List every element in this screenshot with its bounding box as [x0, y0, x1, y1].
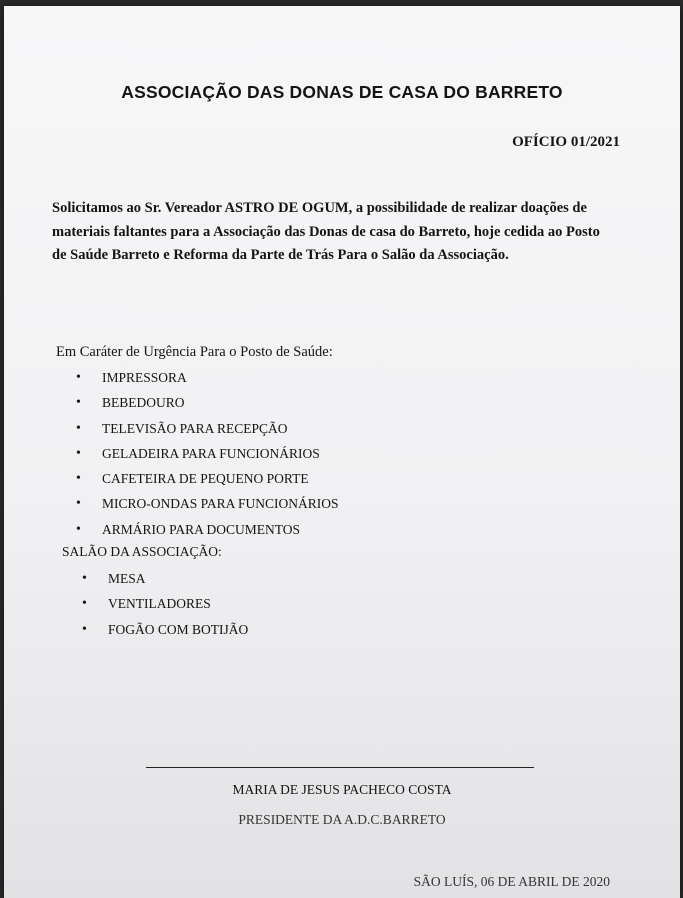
signatory-name: MARIA DE JESUS PACHECO COSTA: [232, 782, 452, 797]
urgent-list-heading: Em Caráter de Urgência Para o Posto de Saúde:: [56, 344, 333, 360]
list-item: • GELADEIRA PARA FUNCIONÁRIOS: [76, 441, 339, 466]
list-item: • MESA: [82, 566, 248, 591]
salon-list-heading: SALÃO DA ASSOCIAÇÃO:: [62, 544, 222, 559]
document-page: [4, 6, 680, 898]
list-item: • IMPRESSORA: [76, 365, 339, 390]
list-item: • VENTILADORES: [82, 591, 248, 616]
request-paragraph: Solicitamos ao Sr. Vereador ASTRO DE OGUM, a possibilidade de realizar doações de materiais faltantes para a Associação das Donas de casa do Barreto, hoje cedida ao Posto de Saúde Barreto e Reforma da Parte de Trás Para o Salão da Associação.: [52, 200, 600, 263]
document-reference: OFÍCIO 01/2021: [512, 134, 620, 150]
document-title: ASSOCIAÇÃO DAS DONAS DE CASA DO BARRETO: [121, 82, 563, 102]
urgent-items-list: [76, 365, 339, 542]
signatory-role: PRESIDENTE DA A.D.C.BARRETO: [238, 812, 446, 827]
list-item: • ARMÁRIO PARA DOCUMENTOS: [76, 517, 339, 542]
list-item: • MICRO-ONDAS PARA FUNCIONÁRIOS: [76, 491, 339, 516]
document-date: SÃO LUÍS, 06 DE ABRIL DE 2020: [413, 874, 610, 889]
salon-items-list: [82, 566, 248, 642]
signature-line: [146, 767, 534, 768]
list-item: • FOGÃO COM BOTIJÃO: [82, 617, 248, 642]
list-item: • CAFETEIRA DE PEQUENO PORTE: [76, 466, 339, 491]
list-item: • TELEVISÃO PARA RECEPÇÃO: [76, 416, 339, 441]
list-item: • BEBEDOURO: [76, 390, 339, 415]
